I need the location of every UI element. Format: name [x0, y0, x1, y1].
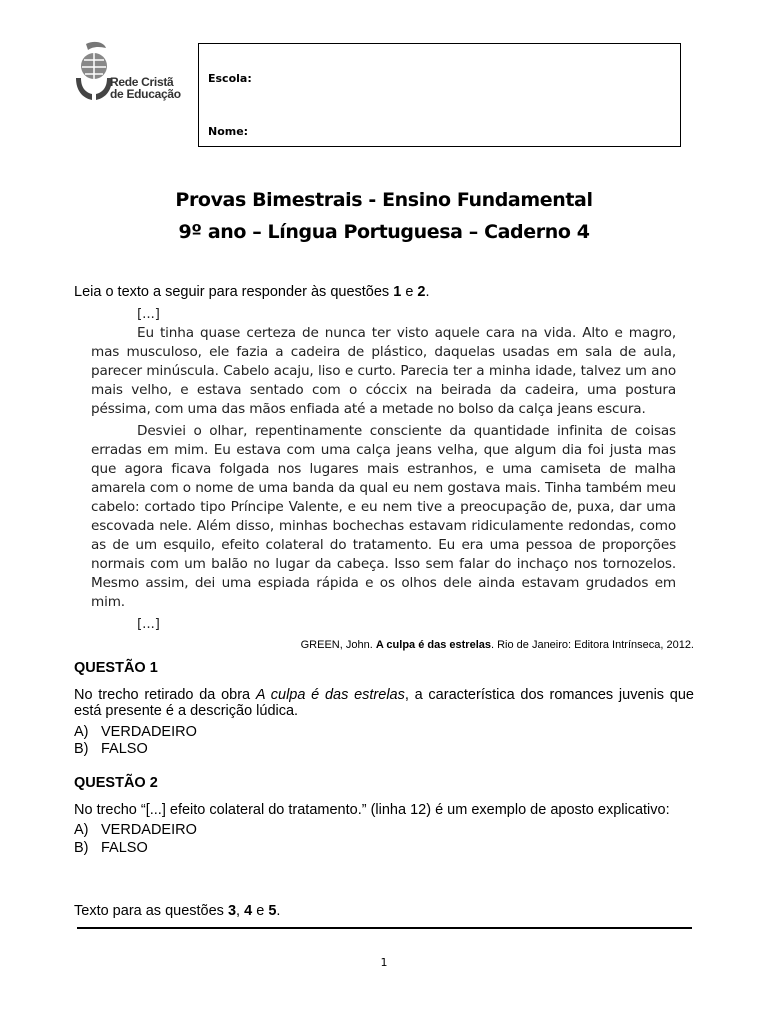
question-2-stem: No trecho “[...] efeito colateral do tratamento.” (linha 12) é um exemplo de aposto explicativo: — [74, 801, 670, 818]
passage-paragraph-2: Desviei o olhar, repentinamente consciente da quantidade infinita de coisas erradas em mim. Eu estava com uma calça jeans velha, que algum dia foi justa mas que agora ficava folgada nos lugares mais estranhos, e uma camiseta de malha amarela com o nome de uma banda da qual eu nem gostava mais. Tinha também meu cabelo: cortado tipo Príncipe Valente, e eu nem tive a preocupação de, puxa, dar uma escovada nele. Além disso, minhas bochechas estavam ridiculamente redondas, como as de um esquilo, efeito colateral do tratamento. Eu era uma pessoa de proporções normais com um balão no lugar da cabeça. Isso sem falar do inchaço nos tornozelos. Mesmo assim, dei uma espiada rápida e os olhos dele ainda estavam grudados em mim. — [91, 422, 676, 611]
question-2-option-b[interactable]: B) FALSO — [74, 839, 148, 856]
divider-line — [77, 927, 512, 929]
reading-instruction: Leia o texto a seguir para responder às questões 1 e 2. — [74, 284, 430, 300]
page-number: 1 — [380, 956, 388, 969]
question-1-heading: QUESTÃO 1 — [74, 660, 158, 676]
question-2-heading: QUESTÃO 2 — [74, 775, 158, 791]
question-1-stem: No trecho retirado da obra A culpa é das estrelas, a característica dos romances juvenis que está presente é a descrição lúdica. — [74, 686, 694, 719]
question-1 — [74, 660, 694, 759]
passage-paragraph-1: Eu tinha quase certeza de nunca ter visto aquele cara na vida. Alto e magro, mas musculoso, ele fazia a cadeira de plástico, daquelas usadas em sala de aula, parecer minúscula. Cabelo acaju, liso e curto. Parecia ter a minha idade, talvez um ano mais velho, e estava sentado com o cóccix na beirada da cadeira, uma postura péssima, com uma das mãos enfiada até a metade no bolso da calça jeans escura. — [91, 325, 676, 418]
question-2 — [74, 775, 694, 857]
exam-subtitle: 9º ano – Língua Portuguesa – Caderno 4 — [178, 221, 590, 243]
logo-text — [110, 76, 181, 100]
question-1-option-b[interactable]: B) FALSO — [74, 741, 148, 757]
rede-crista-logo — [72, 40, 200, 112]
question-1-option-a[interactable]: A) VERDADEIRO — [74, 723, 197, 740]
ellipsis-end: [...] — [137, 615, 160, 632]
divider-line-right — [512, 927, 692, 929]
ellipsis-start: [...] — [137, 306, 160, 322]
next-text-instruction: Texto para as questões 3, 4 e 5. — [74, 903, 281, 919]
logo-line-2: de Educação — [110, 87, 181, 101]
school-label: Escola: — [208, 72, 252, 85]
citation: GREEN, John. A culpa é das estrelas. Rio de Janeiro: Editora Intrínseca, 2012. — [300, 639, 694, 651]
name-label: Nome: — [208, 125, 249, 138]
logo-line-1: Rede Cristã — [110, 75, 174, 89]
globe-hands-icon — [72, 40, 112, 110]
question-2-option-a[interactable]: A) VERDADEIRO — [74, 822, 197, 838]
reading-passage — [91, 305, 676, 634]
exam-title: Provas Bimestrais - Ensino Fundamental — [175, 189, 593, 211]
student-info-box — [198, 43, 681, 147]
